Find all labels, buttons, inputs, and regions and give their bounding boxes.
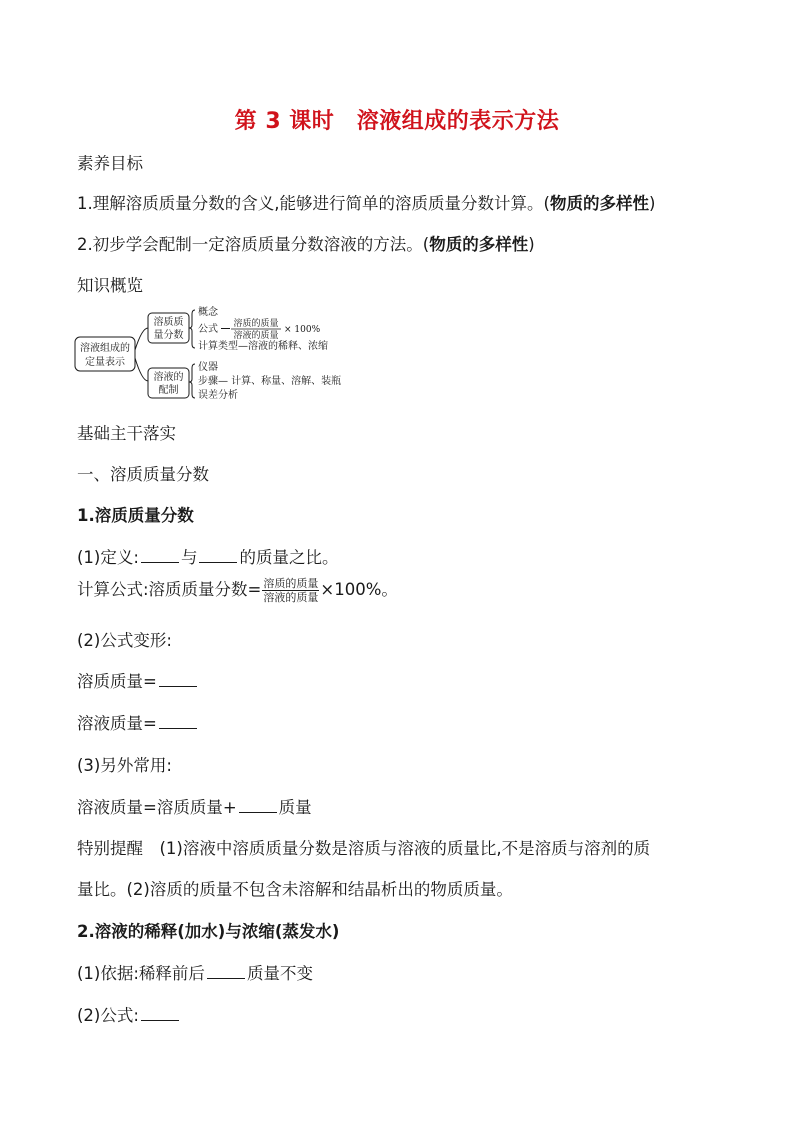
definition-prefix: (1)定义: [77, 548, 139, 567]
mindmap-node2-line2: 配制 [158, 385, 179, 396]
mindmap-connector-2 [135, 358, 148, 381]
mindmap-node1-line2: 量分数 [153, 330, 184, 341]
item-2-title-text: 2.溶液的稀释(加水)与浓缩(蒸发水) [77, 922, 340, 941]
special-note-line2: 量比。(2)溶质的质量不包含未溶解和结晶析出的物质质量。 [77, 880, 513, 899]
section-1-heading: 一、溶质质量分数 [77, 465, 209, 484]
dilution-formula-line [77, 1002, 181, 1026]
solution-mass-label: 溶液质量= [77, 714, 157, 733]
solute-mass-blank [159, 685, 197, 687]
item-1-title [77, 502, 194, 526]
also-formula-prefix: 溶液质量=溶质质量+ [77, 798, 237, 817]
solution-mass-line [77, 710, 199, 734]
mindmap-root-line1: 溶液组成的 [80, 343, 130, 354]
special-note-line1: 特别提醒 (1)溶液中溶质质量分数是溶质与溶液的质量比,不是溶质与溶剂的质 [77, 839, 651, 858]
formula-denominator: 溶液的质量 [263, 591, 319, 604]
basics-heading: 基础主干落实 [77, 424, 176, 443]
formula-prefix: 计算公式:溶质质量分数= [77, 580, 262, 599]
mindmap-node2-line1: 溶液的 [153, 372, 184, 383]
basis-blank [207, 977, 245, 979]
solution-mass-blank [159, 727, 197, 729]
dilution-formula-label: (2)公式: [77, 1006, 139, 1025]
goal-1 [77, 190, 655, 214]
formula-numerator: 溶质的质量 [263, 577, 319, 590]
knowledge-mindmap [74, 304, 364, 400]
definition-mid: 与 [180, 548, 198, 567]
basis-prefix: (1)依据:稀释前后 [77, 964, 205, 983]
mindmap-root-line2: 定量表示 [85, 357, 125, 368]
mindmap-node2-error: 误差分析 [198, 390, 238, 400]
item-1-title-text: 1.溶质质量分数 [77, 506, 194, 525]
formula-line [77, 576, 398, 604]
mindmap-node1-concept: 概念 [198, 307, 218, 318]
goal-1-close: ) [648, 194, 656, 213]
also-formula-blank [239, 811, 277, 813]
item-2-title [77, 918, 339, 942]
goal-1-tag: 物质的多样性 [549, 194, 649, 213]
mindmap-node1-formula-tail: × 100% [284, 325, 321, 335]
mindmap-node1-calc: 计算类型—溶液的稀释、浓缩 [198, 341, 328, 352]
also-formula-suffix: 质量 [278, 798, 312, 817]
formula-fraction [262, 577, 319, 604]
definition-suffix: 的质量之比。 [239, 548, 339, 567]
page-title: 第 3 课时 溶液组成的表示方法 [234, 109, 560, 134]
dilution-formula-blank [141, 1019, 179, 1021]
mindmap-node1-formula-label: 公式 [198, 324, 218, 335]
goal-1-text: 1.理解溶质质量分数的含义,能够进行简单的溶质质量分数计算。( [77, 194, 550, 213]
definition-line [77, 544, 338, 568]
definition-blank-1 [141, 561, 179, 563]
mindmap-connector-1 [135, 328, 148, 350]
also-common-heading: (3)另外常用: [77, 756, 172, 775]
transform-heading: (2)公式变形: [77, 631, 172, 650]
overview-heading: 知识概览 [77, 276, 143, 295]
solute-mass-line [77, 668, 199, 692]
mindmap-node1-line1: 溶质质 [153, 317, 184, 328]
mindmap-node2-instruments: 仪器 [198, 362, 218, 373]
basis-line [77, 960, 313, 984]
definition-blank-2 [199, 561, 237, 563]
formula-suffix: ×100%。 [320, 580, 398, 599]
goal-2-tag: 物质的多样性 [429, 235, 529, 254]
also-formula-line [77, 794, 312, 818]
solute-mass-label: 溶质质量= [77, 672, 157, 691]
mindmap-node2-steps: 步骤— 计算、称量、溶解、装瓶 [198, 376, 342, 387]
mindmap-node2-brace [189, 364, 195, 398]
literacy-goals-heading: 素养目标 [77, 154, 143, 173]
basis-suffix: 质量不变 [246, 964, 313, 983]
mindmap-node1-formula-num: 溶质的质量 [233, 319, 279, 329]
goal-2-text: 2.初步学会配制一定溶质质量分数溶液的方法。( [77, 235, 430, 254]
goal-2-close: ) [528, 235, 535, 254]
mindmap-node1-brace [189, 310, 195, 348]
goal-2 [77, 231, 535, 255]
mindmap-node1-formula-den: 溶液的质量 [233, 331, 279, 341]
